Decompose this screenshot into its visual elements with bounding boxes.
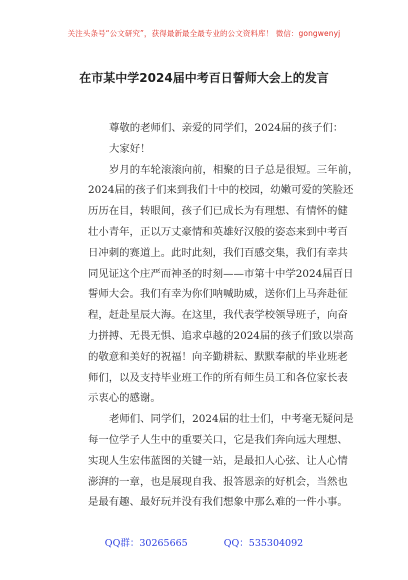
paragraph-line: 历历在目，转眼间，孩子们已成长为有理想、有情怀的健 bbox=[88, 205, 348, 218]
paragraph-line: 岁月的车轮滚滚向前，相聚的日子总是很短。三年前， bbox=[109, 163, 359, 176]
footer-qq: QQ：535304092 bbox=[223, 538, 304, 549]
paragraph-line: 澎湃的一章，也是展现自我、报答恩亲的好机会，当然也 bbox=[88, 475, 348, 488]
paragraph-line: 老师们、同学们，2024届的壮士们，中考毫无疑问是 bbox=[109, 413, 354, 426]
footer-contact bbox=[0, 535, 408, 549]
header-notice: 关注头条号“公文研究”，获得最新最全最专业的公文资料库！ 微信：gongwenyj bbox=[67, 29, 341, 38]
paragraph-line: 每一位学子人生中的重要关口，它是我们奔向远大理想、 bbox=[88, 433, 348, 446]
paragraph-line: 是最有趣、最好玩并没有我们想象中那么难的一件小事。 bbox=[88, 496, 348, 509]
salutation-line: 尊敬的老师们、亲爱的同学们，2024届的孩子们： bbox=[109, 122, 344, 134]
paragraph-line: 力拼搏、无畏无惧、追求卓越的2024届的孩子们致以崇高 bbox=[88, 329, 354, 342]
document-body bbox=[88, 118, 360, 513]
paragraph-line: 日冲刺的赛道上。此时此刻，我们百感交集，我们有幸共 bbox=[88, 246, 348, 259]
paragraph-line: 壮小青年，正以万丈豪情和英雄好汉般的姿态来到中考百 bbox=[88, 225, 348, 238]
paragraph-line: 师们，以及支持毕业班工作的所有师生员工和各位家长表 bbox=[88, 371, 348, 384]
paragraph-line: 同见证这个庄严而神圣的时刻——市第十中学2024届百日 bbox=[88, 267, 354, 280]
document-title: 在市某中学2024届中考百日誓师大会上的发言 bbox=[79, 71, 329, 85]
paragraph-line: 示衷心的感谢。 bbox=[88, 392, 161, 405]
paragraph-line: 程，赶赴星辰大海。在这里，我代表学校领导班子，向奋 bbox=[88, 309, 348, 322]
paragraph-line: 实现人生宏伟蓝图的关键一站，是最扣人心弦、让人心情 bbox=[88, 454, 348, 467]
footer-qq-group: QQ群：30265665 bbox=[104, 538, 188, 549]
paragraph-line: 2024届的孩子们来到我们十中的校园，幼嫩可爱的笑脸还 bbox=[88, 184, 354, 197]
paragraph-line: 誓师大会。我们有幸为你们呐喊助威，送你们上马奔赴征 bbox=[88, 288, 348, 301]
paragraph-line: 的敬意和美好的祝福！向辛勤耕耘、默默奉献的毕业班老 bbox=[88, 350, 348, 363]
greeting-line: 大家好！ bbox=[109, 142, 151, 155]
